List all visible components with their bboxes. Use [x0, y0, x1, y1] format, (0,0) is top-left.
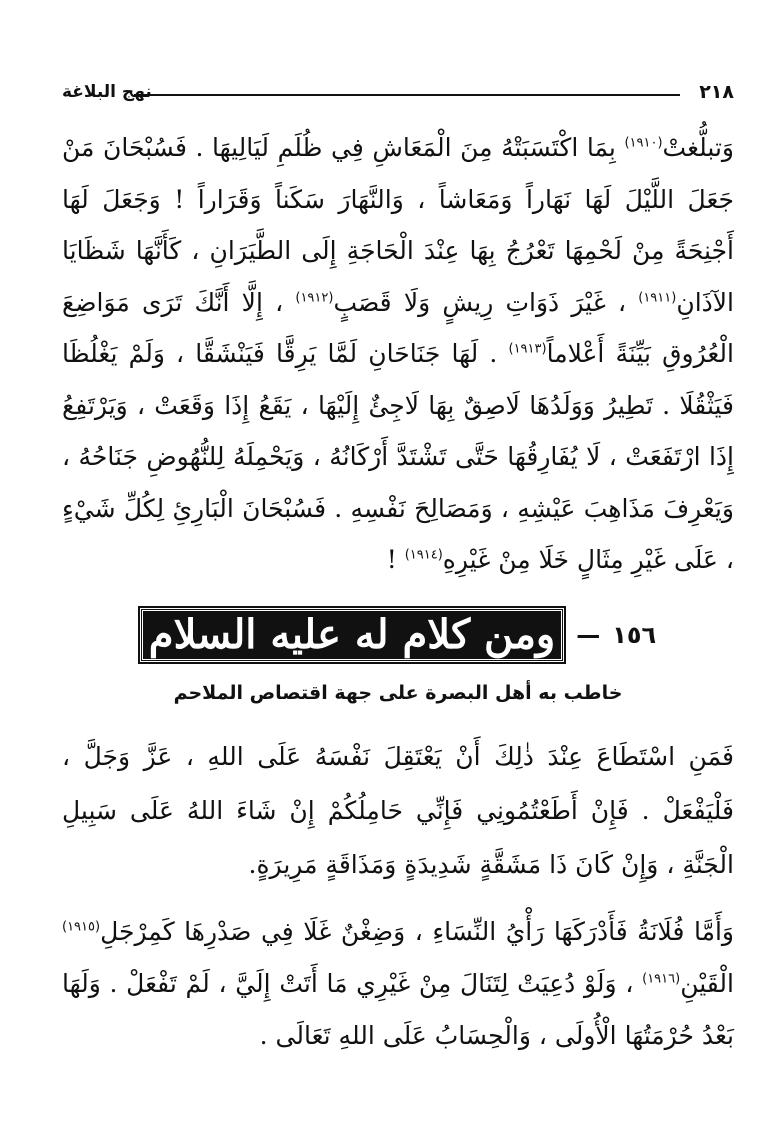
paragraph-1 [62, 122, 734, 586]
p1-text-3: ، غَيْرَ ذَوَاتِ رِيشٍ وَلَا قَصَبٍ [333, 287, 639, 317]
p1-text-5: . لَهَا جَنَاحَانِ لَمَّا يَرِقَّا فَيَنْشَقَّا ، وَلَمْ يَغْلُظَا فَيَثْقُلَا . تَطِيرُ وَوَلَدُهَا لَاصِقٌ بِهَا لَاجِئٌ إِلَيْهَا ، يَقَعُ إِذَا وَقَعَتْ ، وَيَرْتَفِعُ إِذَا ارْتَفَعَتْ ، لَا يُفَارِقُهَا حَتَّى تَشْتَدَّ أَرْكَانُهُ ، وَيَحْمِلَهُ لِلنُّهُوضِ جَنَاحُهُ ، وَيَعْرِفَ مَذَاهِبَ عَيْشِهِ ، وَمَصَالِحَ نَفْسِهِ . فَسُبْحَانَ الْبَارِئِ لِكُلِّ شَيْءٍ ، عَلَى غَيْرِ مِثَالٍ خَلَا مِنْ غَيْرِهِ [62, 339, 734, 574]
footnote-ref-1915: (١٩١٥) [62, 919, 101, 935]
footnote-ref-1911: (١٩١١) [638, 290, 677, 306]
p1-text-4: ، إِلَّا أَنَّكَ تَرَى مَوَاضِعَ الْعُرُوقِ بَيِّنَةً أَعْلاماً [62, 287, 734, 368]
sermon-title: ومن كلام له عليه السلام [140, 608, 564, 662]
paragraph-2 [62, 730, 734, 892]
paragraph-3 [62, 906, 734, 1062]
sermon-dash: — [576, 621, 601, 649]
footnote-ref-1916: (١٩١٦) [642, 971, 681, 987]
running-header [62, 80, 734, 108]
footnote-ref-1914: (١٩١٤) [404, 547, 443, 563]
p3-text-3: ، وَلَوْ دُعِيَتْ لِتَنَالَ مِنْ غَيْرِي مَا أَتَتْ إِلَيَّ ، لَمْ تَفْعَلْ . وَلَهَا بَعْدُ حُرْمَتُهَا الْأُولَى ، وَالْحِسَابُ عَلَى اللهِ تَعَالَى . [62, 969, 734, 1050]
p1-text-2: بِمَا اكْتَسَبَتْهُ مِنَ الْمَعَاشِ فِي ظُلَمِ لَيَالِيهَا . فَسُبْحَانَ مَنْ جَعَلَ اللَّيْلَ لَهَا نَهَاراً وَمَعَاشاً ، وَالنَّهَارَ سَكَناً وَقَرَاراً ! وَجَعَلَ لَهَا أَجْنِحَةً مِنْ لَحْمِهَا تَعْرُجُ بِهَا عِنْدَ الْحَاجَةِ إِلَى الطَّيَرَانِ ، كَأَنَّهَا شَظَايَا الآذَانِ [62, 133, 734, 317]
p1-text-1: وَتبلُّغتْ [662, 133, 734, 162]
footnote-ref-1912: (١٩١٢) [295, 290, 334, 306]
sermon-number: ١٥٦ [612, 621, 657, 649]
header-rule [134, 94, 680, 96]
p2-text: فَمَنِ اسْتَطَاعَ عِنْدَ ذٰلِكَ أَنْ يَعْتَقِلَ نَفْسَهُ عَلَى اللهِ ، عَزَّ وَجَلَّ ، فَلْيَفْعَلْ . فَإِنْ أَطَعْتُمُونِي فَإِنِّي حَامِلُكُمْ إِنْ شَاءَ اللهُ عَلَى سَبِيلِ الْجَنَّةِ ، وَإِنْ كَانَ ذَا مَشَقَّةٍ شَدِيدَةٍ وَمَذَاقَةٍ مَرِيرَةٍ. [62, 742, 734, 879]
footnote-ref-1913: (١٩١٣) [508, 341, 547, 357]
page-number: ٢١٨ [699, 81, 734, 103]
p3-text-1: وَأَمَّا فُلَانَةُ فَأَدْرَكَهَا رَأْيُ النِّسَاءِ ، وَضِغْنٌ غَلَا فِي صَدْرِهَا كَمِرْجَلِ [100, 917, 734, 946]
book-title: نهج البلاغة [62, 82, 152, 102]
book-page [62, 70, 734, 1110]
sermon-heading [92, 608, 704, 662]
footnote-ref-1910: (١٩١٠) [624, 135, 663, 151]
sermon-subtitle: خاطب به أهل البصرة على جهة اقتصاص الملاحم [173, 682, 623, 704]
p3-text-2: الْقَيْنِ [680, 969, 734, 998]
p1-text-6: ! [386, 545, 405, 574]
